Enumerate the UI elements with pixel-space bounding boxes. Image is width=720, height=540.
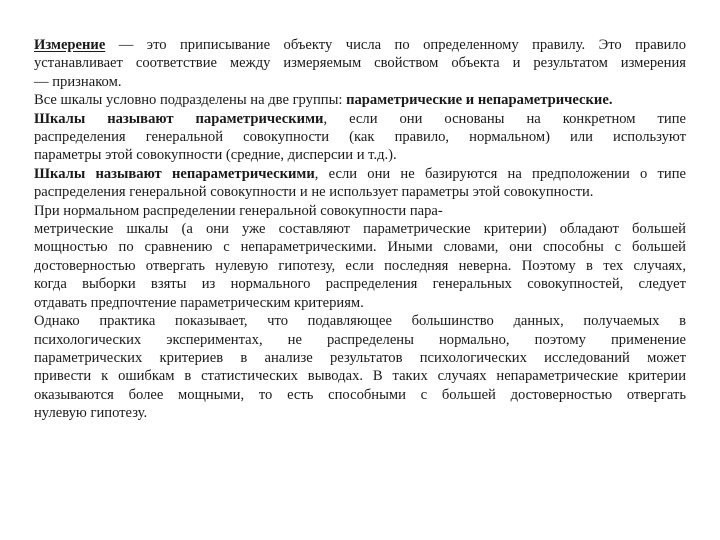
text-line: — признаком. [34, 73, 122, 90]
text-line: При нормальном распределении генеральной совокупности пара- [34, 202, 443, 219]
text-line: параметрических критериев в анализе результатов психологических исследований может [34, 349, 686, 366]
paragraph-measurement-definition [34, 36, 686, 91]
text-line: распределения генеральной совокупности и не использует параметры этой совокупности. [34, 184, 594, 201]
text-line: метрические шкалы (а они уже составляют параметрические критерии) обладают большей [34, 221, 686, 238]
text-line: мощностью по сравнению с непараметрическими. Иными словами, они способны с большей [34, 239, 686, 256]
text-line: психологических экспериментах, не распределены нормально, поэтому применение [34, 331, 686, 348]
text-line: распределения генеральной совокупности (как правило, нормальном) или используют [34, 129, 686, 146]
scale-groups-bold: параметрические и непараметрические. [346, 92, 613, 109]
text-line: параметры этой совокупности (средние, дисперсии и т.д.). [34, 147, 397, 164]
nonparametric-lead: Шкалы называют непараметрическими [34, 165, 315, 182]
paragraph-parametric-scales [34, 110, 686, 165]
text-line: привести к ошибкам в статистических выводах. В таких случаях непараметрические критерии [34, 368, 686, 385]
paragraph-scale-groups [34, 91, 686, 109]
text-line: когда выборки взяты из нормального распределения генеральных совокупностей, следует [34, 276, 686, 293]
text-line: Шкалы называют непараметрическими, если они не базируются на предположении о типе [34, 165, 686, 182]
text-line: Все шкалы условно подразделены на две группы: параметрические и непараметрические. [34, 92, 613, 109]
text-line: нулевую гипотезу. [34, 405, 148, 422]
term-measurement: Измерение [34, 37, 106, 53]
text-line: Однако практика показывает, что подавляющее большинство данных, получаемых в [34, 313, 686, 330]
parametric-lead: Шкалы называют параметрическими [34, 110, 324, 127]
text-line: оказываются более мощными, то есть способными с большей достоверностью отвергать [34, 386, 686, 403]
text-line: Шкалы называют параметрическими, если они основаны на конкретном типе [34, 110, 686, 127]
text-line: Измерение — это приписывание объекту числа по определенному правилу. Это правило [34, 37, 686, 53]
document-page [34, 36, 686, 423]
paragraph-nonparametric-scales [34, 165, 686, 202]
text-line: отдавать предпочтение параметрическим критериям. [34, 294, 364, 311]
paragraph-practice [34, 312, 686, 422]
text-line: достоверностью отвергать нулевую гипотезу, если последняя неверна. Поэтому в тех случаях, [34, 257, 686, 274]
text-line: устанавливает соответствие между измеряемым свойством объекта и результатом измерения [34, 55, 686, 72]
paragraph-normal-distribution [34, 202, 686, 312]
